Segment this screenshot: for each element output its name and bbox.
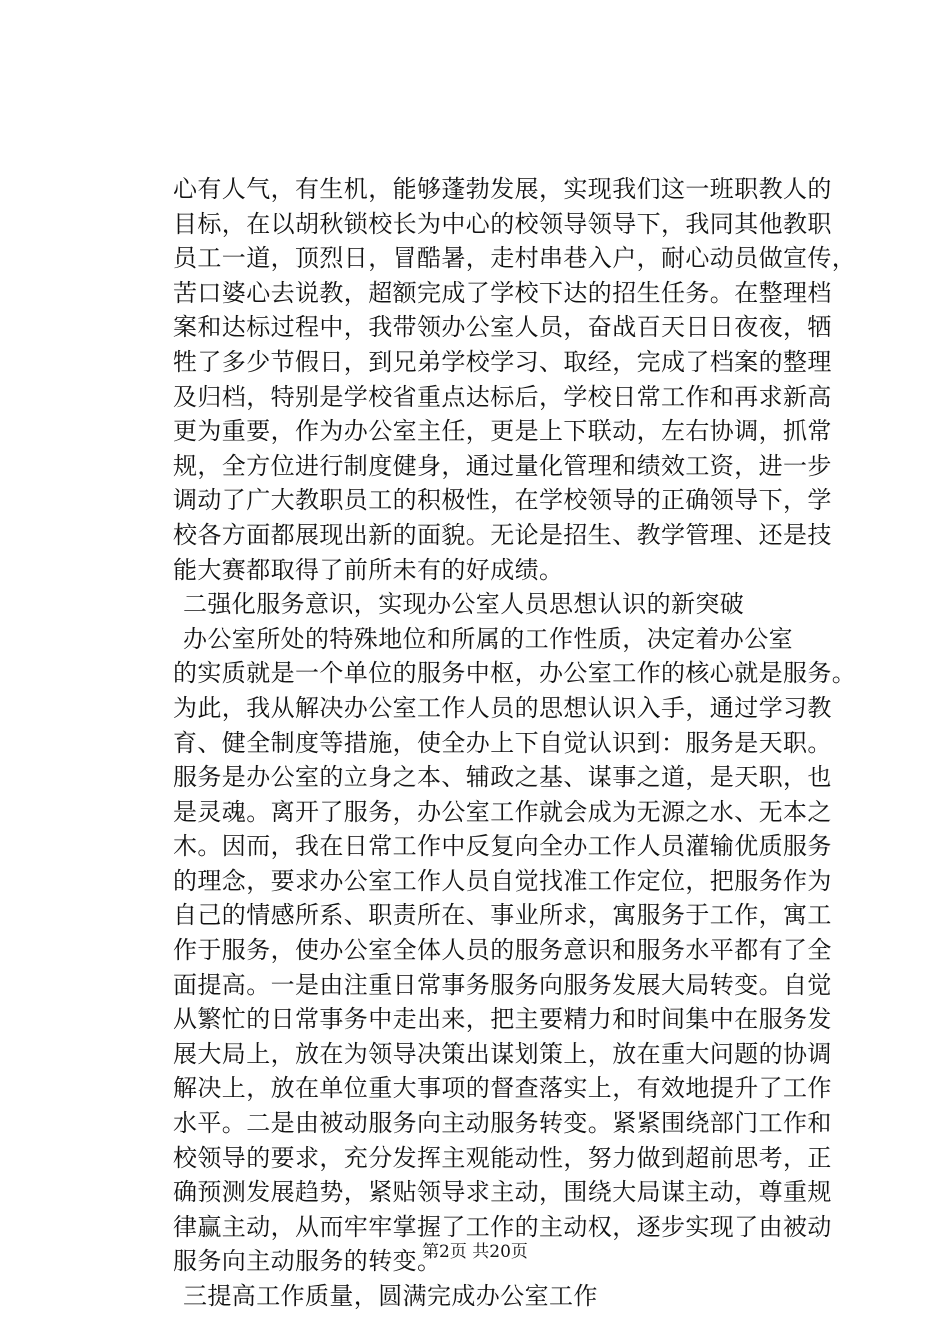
text-line: 校各方面都展现出新的面貌。无论是招生、教学管理、还是技 — [173, 520, 832, 549]
text-line: 展大局上，放在为领导决策出谋划策上，放在重大问题的协调 — [173, 1039, 832, 1068]
text-line: 的实质就是一个单位的服务中枢，办公室工作的核心就是服务。 — [173, 659, 857, 688]
section-heading: 三提高工作质量，圆满完成办公室工作 — [183, 1282, 598, 1310]
text-line: 牲了多少节假日，到兄弟学校学习、取经，完成了档案的整理 — [173, 347, 832, 376]
text-line: 律赢主动，从而牢牢掌握了工作的主动权，逐步实现了由被动 — [173, 1212, 832, 1241]
text-line: 调动了广大教职员工的积极性，在学校领导的正确领导下，学 — [173, 486, 832, 515]
text-line: 木。因而，我在日常工作中反复向全办工作人员灌输优质服务 — [173, 832, 832, 861]
text-line: 为此，我从解决办公室工作人员的思想认识入手，通过学习教 — [173, 693, 832, 722]
text-line: 规，全方位进行制度健身，通过量化管理和绩效工资，进一步 — [173, 451, 832, 480]
page-number-footer: 第2页 共20页 — [422, 1242, 528, 1262]
text-line: 作于服务，使办公室全体人员的服务意识和服务水平都有了全 — [173, 936, 832, 965]
text-line: 自己的情感所系、职责所在、事业所求，寓服务于工作，寓工 — [173, 901, 832, 930]
text-line: 的理念，要求办公室工作人员自觉找准工作定位，把服务作为 — [173, 866, 832, 895]
text-line: 解决上，放在单位重大事项的督查落实上，有效地提升了工作 — [173, 1074, 832, 1103]
text-line: 及归档，特别是学校省重点达标后，学校日常工作和再求新高 — [173, 382, 832, 411]
text-line: 更为重要，作为办公室主任，更是上下联动，左右协调，抓常 — [173, 417, 832, 446]
text-line: 案和达标过程中，我带领办公室人员，奋战百天日日夜夜，牺 — [173, 313, 832, 342]
paragraph-first-line: 办公室所处的特殊地位和所属的工作性质，决定着办公室 — [183, 624, 793, 653]
text-line: 苦口婆心去说教，超额完成了学校下达的招生任务。在整理档 — [173, 278, 832, 307]
text-line: 校领导的要求，充分发挥主观能动性，努力做到超前思考，正 — [173, 1143, 832, 1172]
text-line: 是灵魂。离开了服务，办公室工作就会成为无源之水、无本之 — [173, 797, 832, 826]
text-line: 心有人气，有生机，能够蓬勃发展，实现我们这一班职教人的 — [173, 175, 832, 203]
text-line: 水平。二是由被动服务向主动服务转变。紧紧围绕部门工作和 — [173, 1109, 832, 1138]
text-line: 员工一道，顶烈日，冒酷暑，走村串巷入户，耐心动员做宣传， — [173, 244, 857, 273]
text-line: 目标，在以胡秋锁校长为中心的校领导领导下，我同其他教职 — [173, 209, 832, 238]
text-line: 服务向主动服务的转变。 — [173, 1247, 442, 1276]
text-line: 服务是办公室的立身之本、辅政之基、谋事之道，是天职，也 — [173, 763, 832, 792]
text-line: 面提高。一是由注重日常事务服务向服务发展大局转变。自觉 — [173, 970, 832, 999]
text-line: 确预测发展趋势，紧贴领导求主动，围绕大局谋主动，尊重规 — [173, 1178, 832, 1207]
text-line: 育、健全制度等措施，使全办上下自觉认识到：服务是天职。 — [173, 728, 832, 757]
text-line: 能大赛都取得了前所未有的好成绩。 — [173, 555, 564, 584]
text-line: 从繁忙的日常事务中走出来，把主要精力和时间集中在服务发 — [173, 1005, 832, 1034]
document-body — [173, 172, 857, 1314]
section-heading: 二强化服务意识，实现办公室人员思想认识的新突破 — [183, 590, 745, 619]
